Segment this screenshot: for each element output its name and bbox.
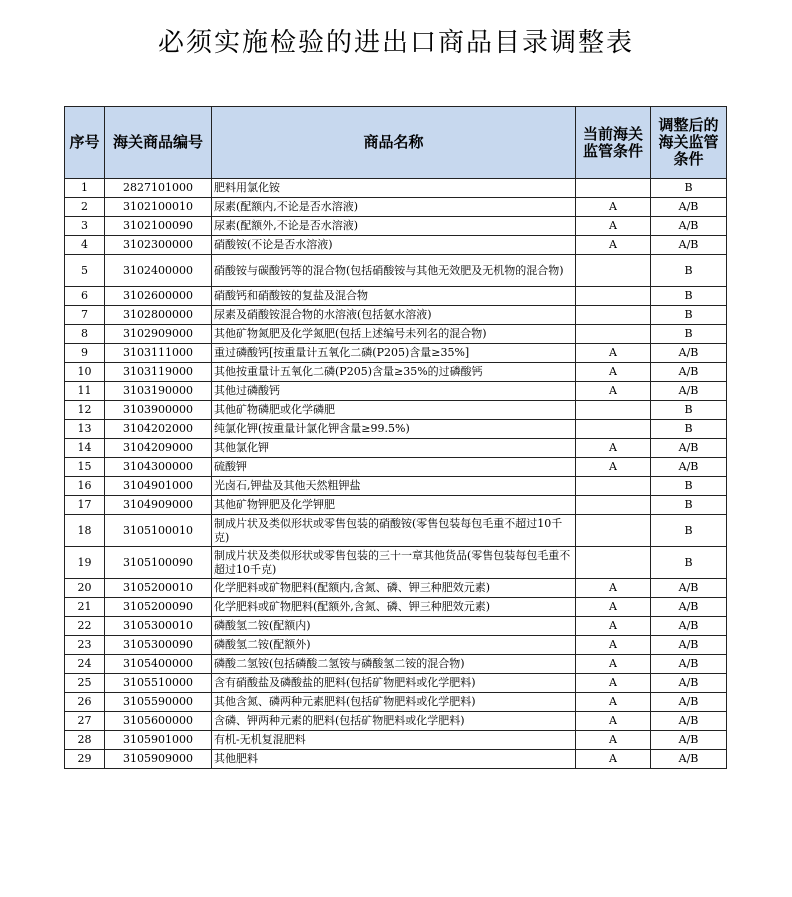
cell-hs-code: 3104202000 <box>105 420 212 439</box>
cell-adjusted-condition: B <box>651 401 727 420</box>
cell-current-condition: A <box>576 236 651 255</box>
cell-adjusted-condition: B <box>651 325 727 344</box>
catalog-table <box>64 106 727 769</box>
cell-hs-code: 3103119000 <box>105 363 212 382</box>
table-row <box>65 496 727 515</box>
table-row <box>65 655 727 674</box>
cell-adjusted-condition: A/B <box>651 363 727 382</box>
cell-current-condition <box>576 306 651 325</box>
cell-hs-code: 3104909000 <box>105 496 212 515</box>
cell-adjusted-condition: A/B <box>651 750 727 769</box>
table-row <box>65 750 727 769</box>
cell-serial-no: 5 <box>65 255 105 287</box>
cell-product-name: 光卤石,钾盐及其他天然粗钾盐 <box>212 477 576 496</box>
cell-serial-no: 9 <box>65 344 105 363</box>
cell-current-condition: A <box>576 363 651 382</box>
cell-hs-code: 3102100090 <box>105 217 212 236</box>
cell-hs-code: 3104901000 <box>105 477 212 496</box>
table-row <box>65 363 727 382</box>
cell-current-condition: A <box>576 655 651 674</box>
cell-serial-no: 2 <box>65 198 105 217</box>
cell-product-name: 硫酸钾 <box>212 458 576 477</box>
cell-hs-code: 3105300090 <box>105 636 212 655</box>
cell-product-name: 硝酸铵(不论是否水溶液) <box>212 236 576 255</box>
cell-product-name: 其他肥料 <box>212 750 576 769</box>
cell-current-condition <box>576 179 651 198</box>
cell-serial-no: 4 <box>65 236 105 255</box>
cell-hs-code: 3105909000 <box>105 750 212 769</box>
cell-serial-no: 11 <box>65 382 105 401</box>
cell-product-name: 有机-无机复混肥料 <box>212 731 576 750</box>
cell-serial-no: 12 <box>65 401 105 420</box>
cell-current-condition <box>576 287 651 306</box>
cell-serial-no: 25 <box>65 674 105 693</box>
table-row <box>65 636 727 655</box>
cell-current-condition: A <box>576 750 651 769</box>
cell-product-name: 制成片状及类似形状或零售包装的三十一章其他货品(零售包装每包毛重不超过10千克) <box>212 547 576 579</box>
cell-product-name: 化学肥料或矿物肥料(配额外,含氮、磷、钾三种肥效元素) <box>212 598 576 617</box>
cell-serial-no: 18 <box>65 515 105 547</box>
cell-serial-no: 24 <box>65 655 105 674</box>
cell-hs-code: 3102600000 <box>105 287 212 306</box>
cell-serial-no: 6 <box>65 287 105 306</box>
cell-current-condition: A <box>576 731 651 750</box>
cell-serial-no: 19 <box>65 547 105 579</box>
table-row <box>65 439 727 458</box>
table-row <box>65 458 727 477</box>
cell-adjusted-condition: B <box>651 496 727 515</box>
table-row <box>65 731 727 750</box>
cell-hs-code: 2827101000 <box>105 179 212 198</box>
cell-product-name: 硝酸钙和硝酸铵的复盐及混合物 <box>212 287 576 306</box>
cell-current-condition: A <box>576 217 651 236</box>
cell-current-condition <box>576 255 651 287</box>
table-row <box>65 217 727 236</box>
cell-current-condition <box>576 496 651 515</box>
cell-product-name: 磷酸氢二铵(配额外) <box>212 636 576 655</box>
cell-product-name: 其他矿物磷肥或化学磷肥 <box>212 401 576 420</box>
cell-current-condition: A <box>576 439 651 458</box>
cell-current-condition <box>576 515 651 547</box>
cell-current-condition: A <box>576 458 651 477</box>
cell-adjusted-condition: B <box>651 420 727 439</box>
header-product-name: 商品名称 <box>212 107 576 179</box>
cell-product-name: 纯氯化钾(按重量计氯化钾含量≥99.5%) <box>212 420 576 439</box>
cell-current-condition: A <box>576 198 651 217</box>
cell-current-condition: A <box>576 712 651 731</box>
cell-adjusted-condition: A/B <box>651 458 727 477</box>
cell-product-name: 尿素(配额外,不论是否水溶液) <box>212 217 576 236</box>
page-title: 必须实施检验的进出口商品目录调整表 <box>157 28 634 58</box>
header-adjusted-condition: 调整后的海关监管条件 <box>651 107 727 179</box>
cell-product-name: 磷酸氢二铵(配额内) <box>212 617 576 636</box>
cell-hs-code: 3105901000 <box>105 731 212 750</box>
cell-product-name: 尿素(配额内,不论是否水溶液) <box>212 198 576 217</box>
cell-current-condition <box>576 401 651 420</box>
cell-product-name: 其他过磷酸钙 <box>212 382 576 401</box>
cell-current-condition: A <box>576 344 651 363</box>
table-row <box>65 306 727 325</box>
table-row <box>65 579 727 598</box>
cell-hs-code: 3105200010 <box>105 579 212 598</box>
cell-serial-no: 8 <box>65 325 105 344</box>
cell-adjusted-condition: A/B <box>651 617 727 636</box>
table-row <box>65 344 727 363</box>
table-row <box>65 674 727 693</box>
cell-serial-no: 16 <box>65 477 105 496</box>
cell-hs-code: 3102300000 <box>105 236 212 255</box>
cell-serial-no: 13 <box>65 420 105 439</box>
cell-hs-code: 3102909000 <box>105 325 212 344</box>
cell-adjusted-condition: A/B <box>651 655 727 674</box>
cell-adjusted-condition: A/B <box>651 236 727 255</box>
cell-adjusted-condition: B <box>651 287 727 306</box>
table-row <box>65 287 727 306</box>
table-row <box>65 179 727 198</box>
cell-current-condition: A <box>576 382 651 401</box>
cell-serial-no: 10 <box>65 363 105 382</box>
cell-hs-code: 3104300000 <box>105 458 212 477</box>
cell-serial-no: 29 <box>65 750 105 769</box>
cell-adjusted-condition: A/B <box>651 636 727 655</box>
cell-product-name: 其他氯化钾 <box>212 439 576 458</box>
table-row <box>65 420 727 439</box>
cell-hs-code: 3104209000 <box>105 439 212 458</box>
cell-serial-no: 15 <box>65 458 105 477</box>
table-row <box>65 693 727 712</box>
cell-hs-code: 3105590000 <box>105 693 212 712</box>
cell-product-name: 其他矿物氮肥及化学氮肥(包括上述编号未列名的混合物) <box>212 325 576 344</box>
cell-hs-code: 3105510000 <box>105 674 212 693</box>
header-row <box>65 107 727 179</box>
cell-hs-code: 3105100010 <box>105 515 212 547</box>
header-serial-no: 序号 <box>65 107 105 179</box>
cell-hs-code: 3102100010 <box>105 198 212 217</box>
cell-serial-no: 7 <box>65 306 105 325</box>
cell-serial-no: 26 <box>65 693 105 712</box>
cell-product-name: 化学肥料或矿物肥料(配额内,含氮、磷、钾三种肥效元素) <box>212 579 576 598</box>
table-row <box>65 477 727 496</box>
cell-adjusted-condition: A/B <box>651 217 727 236</box>
header-current-condition: 当前海关监管条件 <box>576 107 651 179</box>
cell-serial-no: 22 <box>65 617 105 636</box>
cell-current-condition: A <box>576 636 651 655</box>
cell-product-name: 含磷、钾两种元素的肥料(包括矿物肥料或化学肥料) <box>212 712 576 731</box>
table-row <box>65 382 727 401</box>
cell-current-condition <box>576 547 651 579</box>
cell-serial-no: 14 <box>65 439 105 458</box>
cell-hs-code: 3105600000 <box>105 712 212 731</box>
table-row <box>65 236 727 255</box>
cell-current-condition <box>576 477 651 496</box>
table-row <box>65 325 727 344</box>
cell-adjusted-condition: A/B <box>651 382 727 401</box>
cell-product-name: 制成片状及类似形状或零售包装的硝酸铵(零售包装每包毛重不超过10千克) <box>212 515 576 547</box>
cell-product-name: 含有硝酸盐及磷酸盐的肥料(包括矿物肥料或化学肥料) <box>212 674 576 693</box>
table-row <box>65 515 727 547</box>
cell-adjusted-condition: A/B <box>651 598 727 617</box>
cell-adjusted-condition: A/B <box>651 439 727 458</box>
cell-product-name: 其他含氮、磷两种元素肥料(包括矿物肥料或化学肥料) <box>212 693 576 712</box>
cell-adjusted-condition: A/B <box>651 198 727 217</box>
cell-product-name: 其他按重量计五氧化二磷(P205)含量≥35%的过磷酸钙 <box>212 363 576 382</box>
cell-serial-no: 17 <box>65 496 105 515</box>
table-row <box>65 198 727 217</box>
table-row <box>65 617 727 636</box>
cell-serial-no: 20 <box>65 579 105 598</box>
cell-hs-code: 3103190000 <box>105 382 212 401</box>
cell-product-name: 其他矿物钾肥及化学钾肥 <box>212 496 576 515</box>
cell-adjusted-condition: A/B <box>651 731 727 750</box>
cell-product-name: 重过磷酸钙[按重量计五氧化二磷(P205)含量≥35%] <box>212 344 576 363</box>
cell-adjusted-condition: B <box>651 306 727 325</box>
cell-product-name: 肥料用氯化铵 <box>212 179 576 198</box>
cell-serial-no: 3 <box>65 217 105 236</box>
cell-current-condition: A <box>576 693 651 712</box>
cell-adjusted-condition: B <box>651 255 727 287</box>
header-hs-code: 海关商品编号 <box>105 107 212 179</box>
cell-hs-code: 3105100090 <box>105 547 212 579</box>
cell-adjusted-condition: B <box>651 547 727 579</box>
cell-current-condition <box>576 420 651 439</box>
table-row <box>65 712 727 731</box>
cell-serial-no: 23 <box>65 636 105 655</box>
cell-product-name: 磷酸二氢铵(包括磷酸二氢铵与磷酸氢二铵的混合物) <box>212 655 576 674</box>
cell-hs-code: 3103111000 <box>105 344 212 363</box>
cell-current-condition: A <box>576 617 651 636</box>
cell-adjusted-condition: B <box>651 179 727 198</box>
cell-hs-code: 3105200090 <box>105 598 212 617</box>
cell-adjusted-condition: A/B <box>651 693 727 712</box>
table-row <box>65 401 727 420</box>
cell-product-name: 硝酸铵与碳酸钙等的混合物(包括硝酸铵与其他无效肥及无机物的混合物) <box>212 255 576 287</box>
cell-adjusted-condition: A/B <box>651 579 727 598</box>
table-row <box>65 255 727 287</box>
cell-adjusted-condition: A/B <box>651 344 727 363</box>
cell-serial-no: 1 <box>65 179 105 198</box>
cell-current-condition <box>576 325 651 344</box>
cell-adjusted-condition: B <box>651 515 727 547</box>
cell-hs-code: 3102400000 <box>105 255 212 287</box>
cell-current-condition: A <box>576 674 651 693</box>
cell-hs-code: 3103900000 <box>105 401 212 420</box>
cell-hs-code: 3105300010 <box>105 617 212 636</box>
cell-hs-code: 3102800000 <box>105 306 212 325</box>
cell-product-name: 尿素及硝酸铵混合物的水溶液(包括氨水溶液) <box>212 306 576 325</box>
cell-current-condition: A <box>576 579 651 598</box>
cell-adjusted-condition: A/B <box>651 712 727 731</box>
cell-hs-code: 3105400000 <box>105 655 212 674</box>
cell-serial-no: 21 <box>65 598 105 617</box>
cell-adjusted-condition: A/B <box>651 674 727 693</box>
table-row <box>65 598 727 617</box>
cell-serial-no: 28 <box>65 731 105 750</box>
cell-serial-no: 27 <box>65 712 105 731</box>
table-row <box>65 547 727 579</box>
cell-adjusted-condition: B <box>651 477 727 496</box>
cell-current-condition: A <box>576 598 651 617</box>
